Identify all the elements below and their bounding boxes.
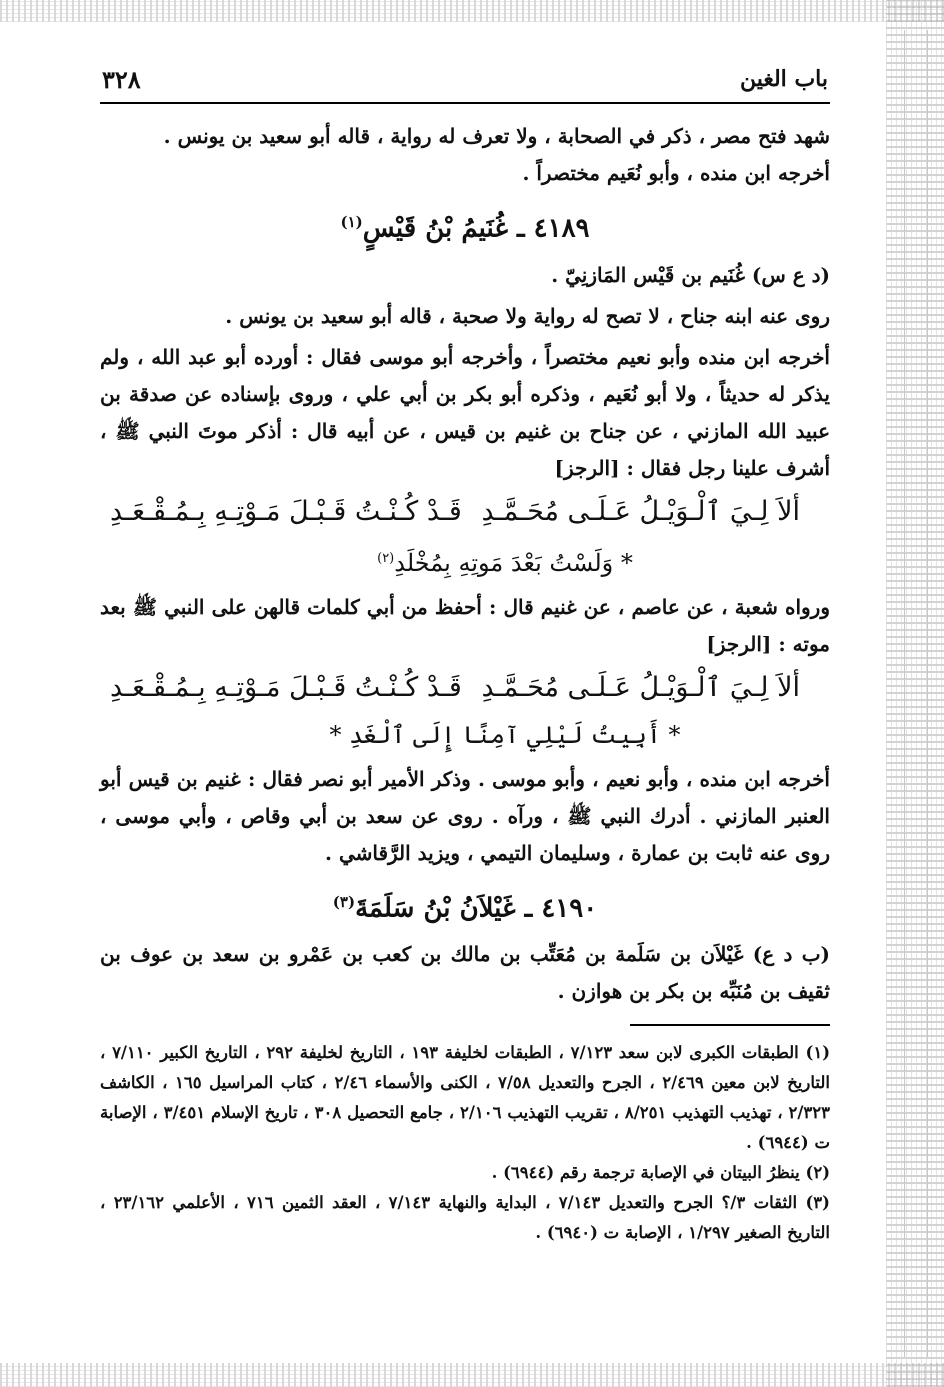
poem-2-verse [100, 663, 830, 713]
paragraph-1-line-2: أخرجه ابن منده ، وأبو نُعَيم مختصراً . [522, 161, 830, 185]
entry-title-text: ٤١٩٠ ـ غَيْلاَنُ بْنُ سَلَمَةَ [355, 893, 598, 924]
entry-4189-paragraph-4: ورواه شعبة ، عن عاصم ، عن غنيم قال : أحفظ من أبي كلمات قالهن على النبي ﷺ بعد موته : [الرجز] [100, 594, 830, 656]
footnote-ref-1: (١) [340, 213, 363, 231]
footnote-1: (١) الطبقات الكبرى لابن سعد ٧/١٢٣ ، الطبقات لخليفة ١٩٣ ، التاريخ لخليفة ٢٩٢ ، التاريخ الكبير ٧/١١٠ ، التاريخ لابن معين ٢/٤٦٩ ، الجرح والتعديل ٧/٥٨ ، الكنى والأسماء ٢/٤٦ ، كتاب المراسيل ١٦٥ ، الكاشف ٢/٣٢٣ ، تهذيب التهذيب ٨/٢٥١ ، تقريب التهذيب ٢/١٠٦ ، جامع التحصيل ٣٠٨ ، تاريخ الإسلام ٣/٤٥١ ، الإصابة ت (٦٩٤٤) . [100, 1043, 831, 1153]
entry-4189-paragraph-2: روى عنه ابنه جناح ، لا تصح له رواية ولا صحبة ، قاله أبو سعيد بن يونس . [225, 303, 830, 328]
footnote-2: (٢) ينظرُ البيتان في الإصابة ترجمة رقم (٦٩٤٤) . [491, 1163, 830, 1183]
poem-2-hemistich-right: ألاَ لِـيَ ٱلْـوَيْـلُ عَـلَـى مُحَـمَّـدِ [481, 671, 800, 703]
chapter-title: باب الغين [739, 66, 828, 92]
ornamental-border-right [886, 0, 944, 1387]
paragraph-1-line-1: شهد فتح مصر ، ذكر في الصحابة ، ولا تعرف له رواية ، قاله أبو سعيد بن يونس . [163, 124, 830, 148]
poem-1-verse [100, 487, 830, 537]
poem-2-final-line: * أَبِيتُ لَيْلِي آمِنًا إِلَى ٱلْغَدِ * [329, 720, 681, 749]
entry-title-4189 [100, 200, 830, 251]
page-content [100, 60, 830, 1248]
entry-4189-paragraph-5: أخرجه ابن منده ، وأبو نعيم ، وأبو موسى . وذكر الأمير أبو نصر فقال : غنيم بن قيس أبو العنبر المازني . أدرك النبي ﷺ ، ورآه . روى عن سعد بن أبي وقاص ، وأبي موسى ، روى عنه ثابت بن عمارة ، وسليمان التيمي ، ويزيد الرَّقاشي . [100, 766, 830, 865]
footnote-ref-3: (٣) [332, 892, 356, 911]
entry-4189-paragraph-3: أخرجه ابن منده وأبو نعيم مختصراً ، وأخرجه أبو موسى فقال : أورده أبو عبد الله ، ولم يذكر له حديثاً ، ولا أبو نُعَيم ، وذكره أبو بكر بن أبي علي ، وروى بإسناده عن صدقة بن عبيد الله المازني ، عن جناح بن غنيم بن قيس ، عن أبيه قال : أذكر موتَ النبي ﷺ ، أشرف علينا رجل فقال : [الرجز] [100, 344, 830, 480]
entry-4189-sigla: (د ع س) غُنَيم بن قَيْس المَازنِيّ . [551, 262, 830, 287]
ornamental-border-bottom [0, 1363, 944, 1387]
footnote-divider [630, 1024, 830, 1026]
entry-title-4190 [100, 880, 830, 931]
entry-title-text: ٤١٨٩ ـ غُنَيمُ بْنُ قَيْسٍ [362, 213, 590, 244]
page-header [100, 60, 830, 104]
page-number: ٣٢٨ [102, 64, 141, 94]
poem-1-final-line [100, 537, 830, 585]
footnote-ref-2: (٢) [377, 550, 395, 566]
poem-2-hemistich-left: قَـدْ كُـنْـتُ قَـبْـلَ مَـوْتِـهِ بِـمُـقْـعَـدِ [110, 671, 462, 703]
footnote-3: (٣) الثقات ٣/؟ الجرح والتعديل ٧/١٤٣ ، البداية والنهاية ٧/١٤٣ ، العقد الثمين ٧١٦ ، الأعلمي ٢٣/١٦٢ ، التاريخ الصغير ١/٢٩٧ ، الإصابة ت (٦٩٤٠) . [100, 1193, 830, 1243]
poem-1-hemistich-left: قَـدْ كُـنْـتُ قَـبْـلَ مَـوْتِـهِ بِـمُـقْـعَـدِ [110, 495, 462, 527]
ornamental-border-top [0, 0, 944, 22]
poem-1-final-text: * وَلَسْتُ بَعْدَ مَوتِهِ بِمُخْلَدِ [394, 548, 633, 577]
poem-1-hemistich-right: ألاَ لِـيَ ٱلْـوَيْـلُ عَـلَـى مُحَـمَّـدِ [481, 495, 800, 527]
entry-4190-paragraph-1: (ب د ع) غَيْلاَن بن سَلَمة بن مُعَتِّب بن مالك بن كعب بن عَمْرو بن سعد بن عوف بن ثقيف بن مُنَبِّه بن بكر بن هوازن . [100, 942, 830, 1004]
